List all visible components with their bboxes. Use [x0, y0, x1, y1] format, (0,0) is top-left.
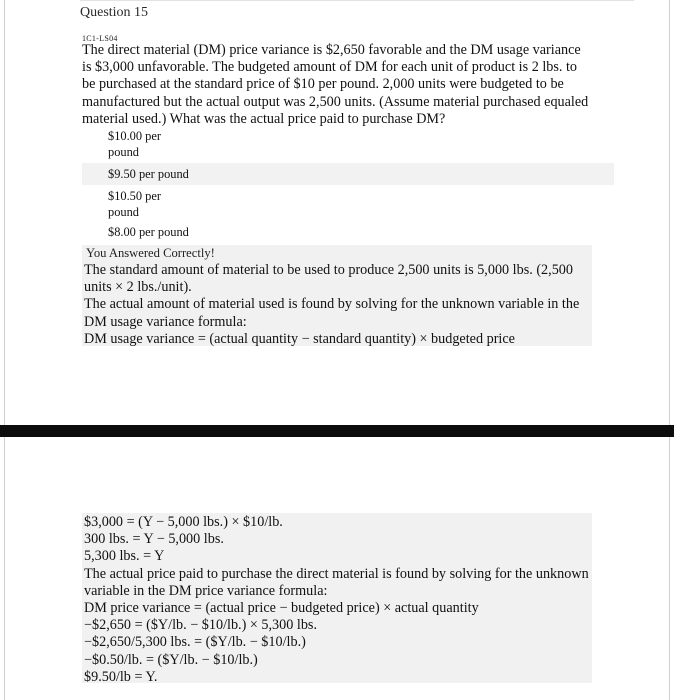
panel-divider — [0, 425, 674, 437]
question-title: Question 15 — [80, 5, 149, 20]
option-d[interactable] — [82, 224, 258, 240]
work-line: 300 lbs. = Y − 5,000 lbs. — [84, 531, 224, 548]
work-line: −$2,650 = ($Y/lb. − $10/lb.) × 5,300 lbs. — [84, 617, 317, 634]
option-d-line1: $8.00 per pound — [108, 225, 189, 239]
option-c-line2: pound — [108, 205, 139, 219]
explanation-line: The actual amount of material used is found by solving for the unknown variable in the DM usage variance formula: — [84, 296, 580, 330]
answer-status: You Answered Correctly! — [86, 246, 215, 260]
work-line: −$0.50/lb. = ($Y/lb. − $10/lb.) — [84, 651, 258, 668]
solution-work — [84, 514, 592, 686]
question-text: The direct material (DM) price variance is $2,650 favorable and the DM usage variance is $3,000 unfavorable. The budgeted amount of DM for each unit of product is 2 lbs. to be purchased at the standard price of $10 per pound. 2,000 units were budgeted to be manufactured but the actual output was 2,500 units. (Assume material purchased equaled material used.) What was the actual price paid to purchase DM? — [82, 42, 589, 127]
option-a-line1: $10.00 per — [108, 129, 161, 143]
top-rule — [80, 0, 634, 1]
option-b-line1: $9.50 per pound — [108, 167, 189, 181]
question-code: 1C1-LS04 — [82, 34, 118, 43]
work-line: The actual price paid to purchase the direct material is found by solving for the unknown variable in the DM price variance formula: — [84, 565, 589, 599]
answer-explanation — [84, 262, 592, 348]
option-b[interactable] — [82, 163, 614, 185]
option-c[interactable] — [82, 188, 168, 220]
option-a-line2: pound — [108, 145, 139, 159]
work-line: −$2,650/5,300 lbs. = ($Y/lb. − $10/lb.) — [84, 634, 306, 651]
option-c-line1: $10.50 per — [108, 189, 161, 203]
work-line: $9.50/lb = Y. — [84, 668, 158, 685]
explanation-line: The standard amount of material to be used to produce 2,500 units is 5,000 lbs. (2,500 units × 2 lbs./unit). — [84, 262, 573, 296]
work-line: 5,300 lbs. = Y — [84, 548, 165, 565]
option-a[interactable] — [82, 128, 168, 160]
work-line: DM price variance = (actual price − budgeted price) × actual quantity — [84, 600, 479, 617]
explanation-line: DM usage variance = (actual quantity − standard quantity) × budgeted price — [84, 330, 515, 347]
work-line: $3,000 = (Y − 5,000 lbs.) × $10/lb. — [84, 514, 283, 530]
